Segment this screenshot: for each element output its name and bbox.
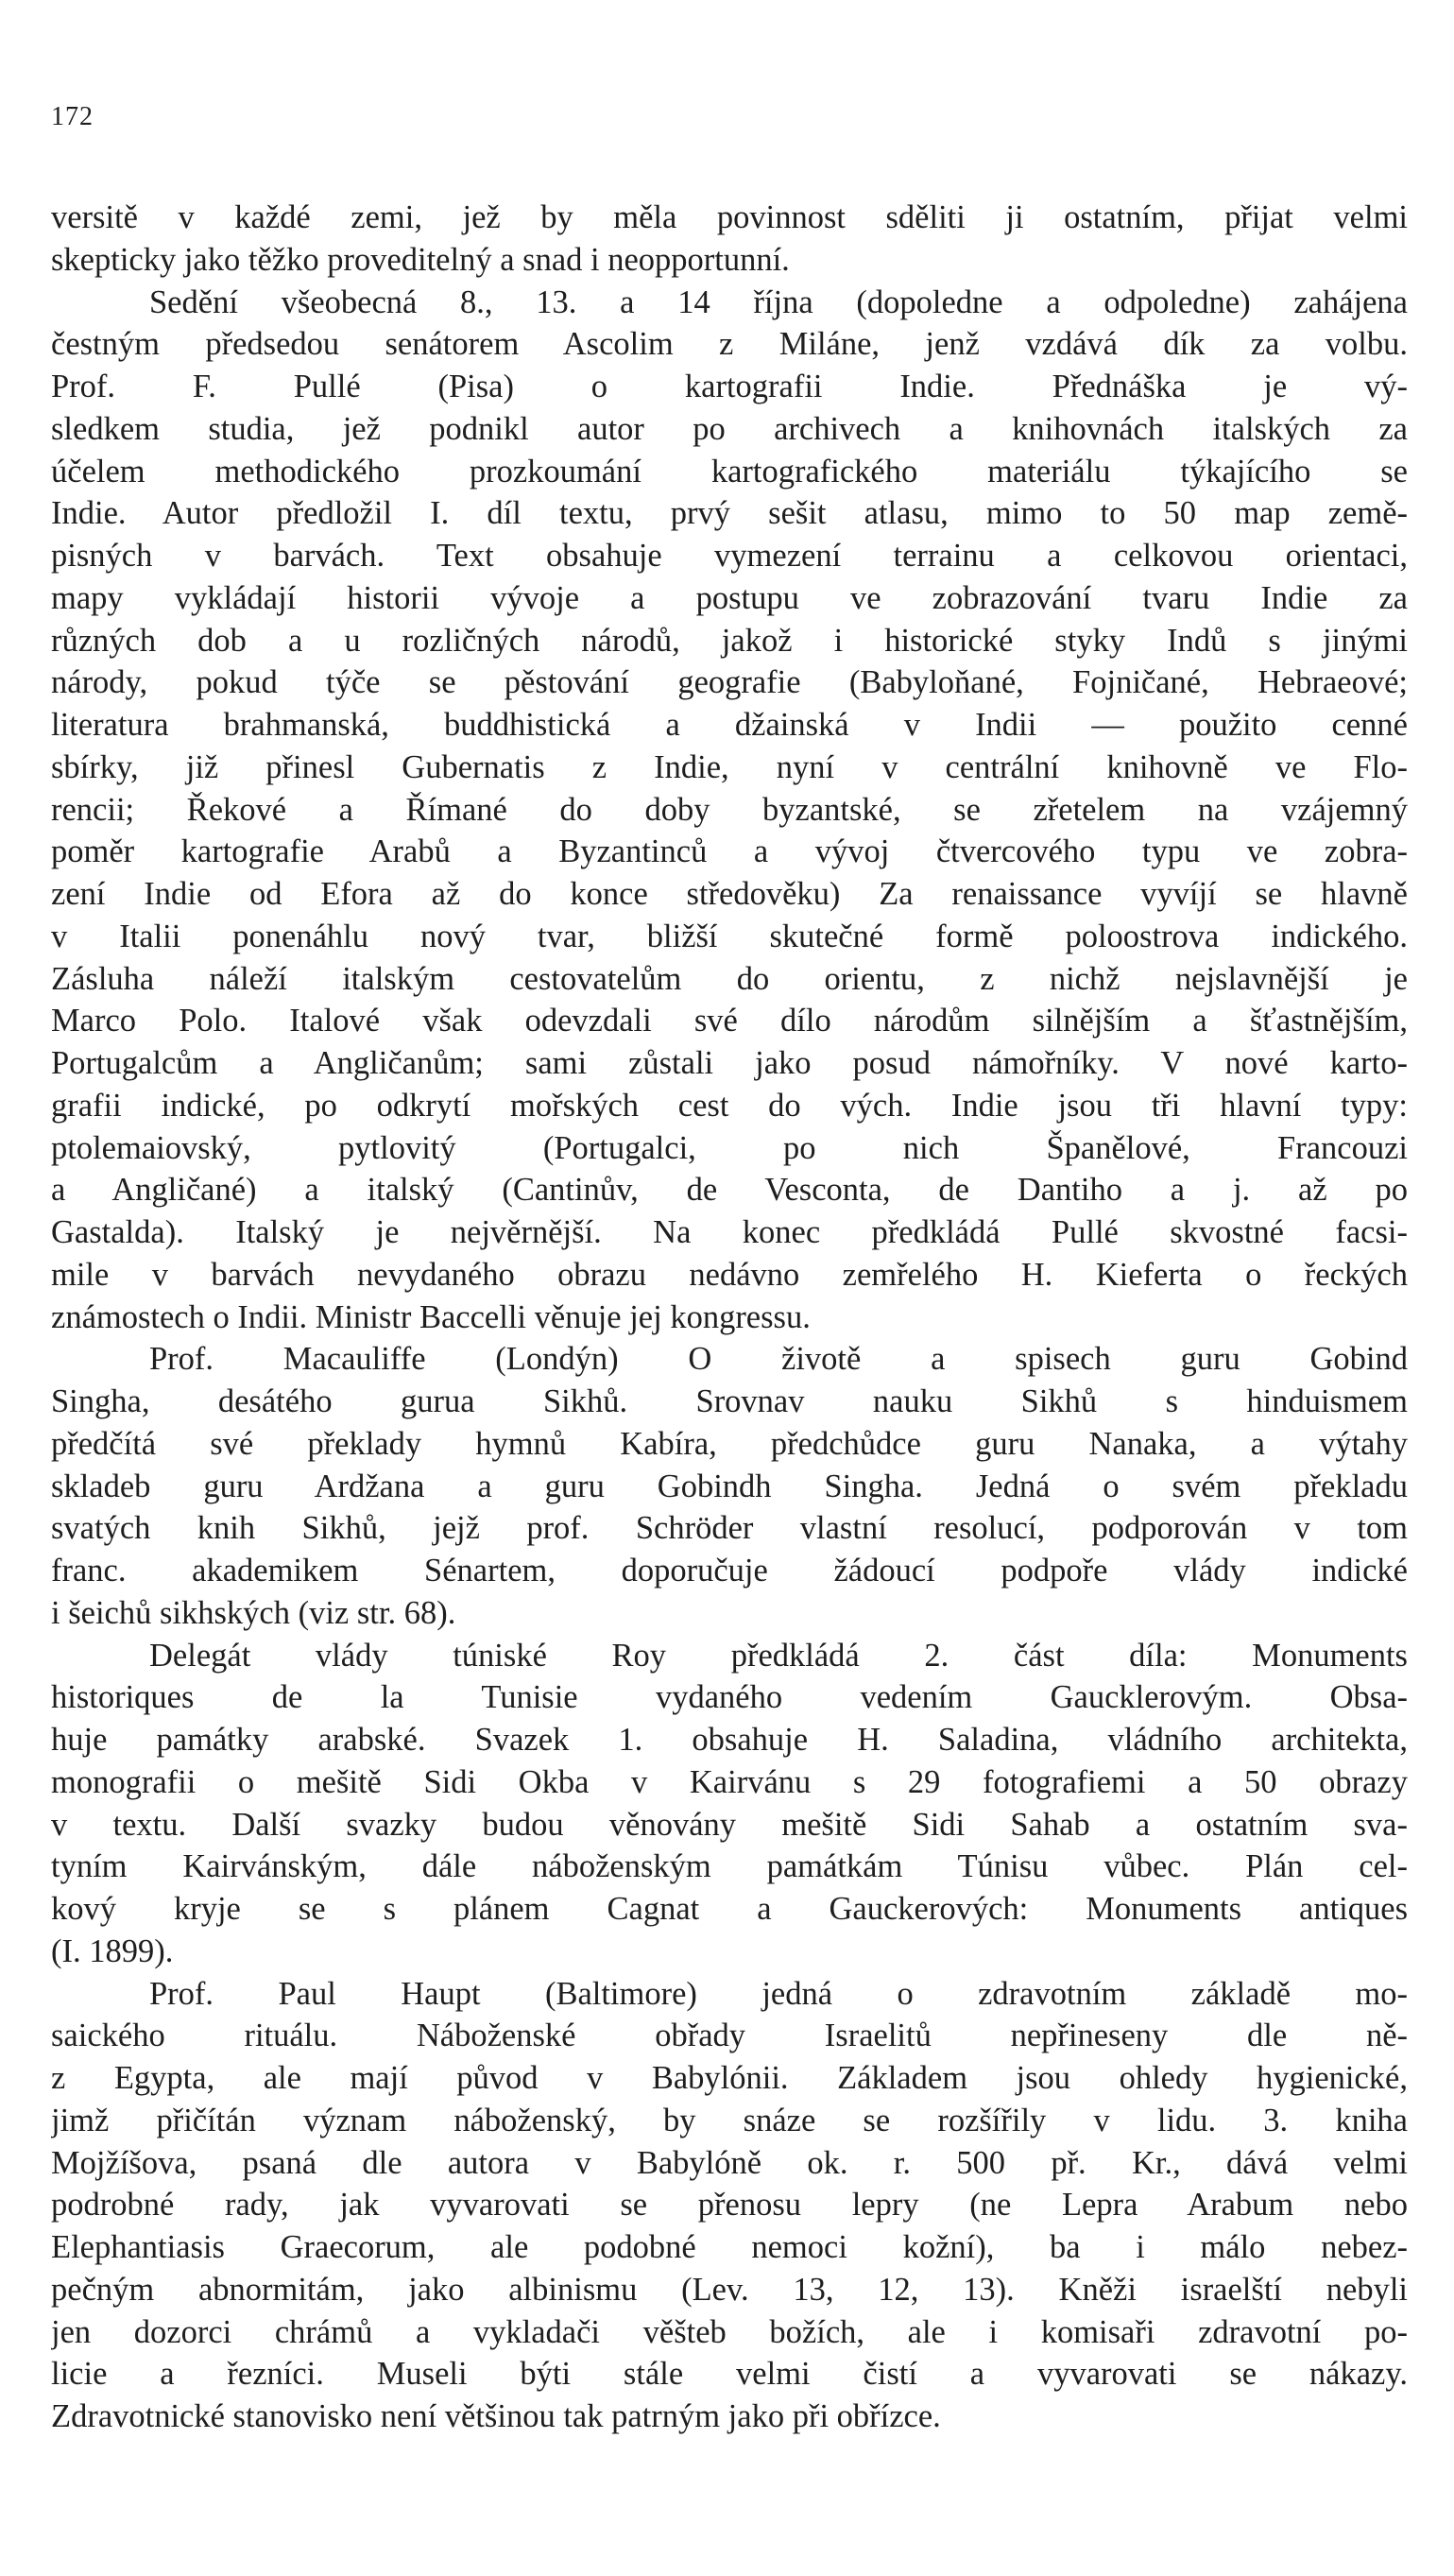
text-line: ptolemaiovský, pytlovitý (Portugalci, po nich Španělové, Francouzi xyxy=(51,1129,1408,1166)
text-line: Portugalcům a Angličanům; sami zůstali jako posud námořníky. V nové karto- xyxy=(51,1045,1408,1081)
text-line: versitě v každé zemi, jež by měla povinnost sděliti ji ostatním, přijat velmi xyxy=(51,199,1408,235)
text-line: Prof. F. Pullé (Pisa) o kartografii Indie. Přednáška je vý- xyxy=(51,369,1408,404)
text-line: v textu. Další svazky budou věnovány mešitě Sidi Sahab a ostatním sva- xyxy=(51,1806,1408,1843)
text-line: Prof. Macauliffe (Londýn) O životě a spisech guru Gobind xyxy=(149,1341,1408,1378)
text-line: Zdravotnické stanovisko není většinou tak patrným jako při obřízce. xyxy=(51,2398,941,2434)
text-line: huje památky arabské. Svazek 1. obsahuje H. Saladina, vládního architekta, xyxy=(51,1722,1408,1758)
text-line: franc. akademikem Sénartem, doporučuje žádoucí podpoře vlády indické xyxy=(51,1553,1408,1589)
text-line: poměr kartografie Arabů a Byzantinců a vývoj čtvercového typu ve zobra- xyxy=(51,833,1408,870)
text-line: Marco Polo. Italové však odevzdali své dílo národům silnějším a šťastnějším, xyxy=(51,1003,1408,1039)
text-line: literatura brahmanská, buddhistická a džainská v Indii — použito cenné xyxy=(51,707,1408,743)
paragraph xyxy=(51,1635,1408,1973)
text-line: čestným předsedou senátorem Ascolim z Miláne, jenž vzdává dík za volbu. xyxy=(51,326,1408,363)
text-line: v Italii ponenáhlu nový tvar, bližší skutečné formě poloostrova indického. xyxy=(51,918,1408,954)
text-line: monografii o mešitě Sidi Okba v Kairvánu s 29 fotografiemi a 50 obrazy xyxy=(51,1763,1408,1800)
text-line: rencii; Řekové a Římané do doby byzantské, se zřetelem na vzájemný xyxy=(51,791,1408,828)
text-line: účelem methodického prozkoumání kartografického materiálu týkajícího se xyxy=(51,453,1408,489)
text-line: Indie. Autor předložil I. díl textu, prvý sešit atlasu, mimo to 50 map země- xyxy=(51,495,1408,532)
text-line: zení Indie od Efora až do konce středověku) Za renaissance vyvíjí se hlavně xyxy=(51,876,1408,912)
text-line: i šeichů sikhských (viz str. 68). xyxy=(51,1594,456,1631)
text-line: různých dob a u rozličných národů, jakož i historické styky Indů s jinými xyxy=(51,622,1408,659)
text-line: saického rituálu. Náboženské obřady Israelitů nepřineseny dle ně- xyxy=(51,2018,1408,2054)
text-line: mapy vykládají historii vývoje a postupu ve zobrazování tvaru Indie za xyxy=(51,579,1408,616)
text-line: a Angličané) a italský (Cantinův, de Vesconta, de Dantiho a j. až po xyxy=(51,1172,1408,1209)
text-line: skepticky jako těžko proveditelný a snad i neopportunní. xyxy=(51,241,790,278)
text-line: historiques de la Tunisie vydaného vedením Gaucklerovým. Obsa- xyxy=(51,1679,1408,1716)
text-line: známostech o Indii. Ministr Baccelli věnuje jej kongressu. xyxy=(51,1298,811,1335)
text-line: pisných v barvách. Text obsahuje vymezení terrainu a celkovou orientaci, xyxy=(51,538,1408,574)
text-line: Singha, desátého gurua Sikhů. Srovnav nauku Sikhů s hinduismem xyxy=(51,1383,1408,1419)
paragraph xyxy=(51,282,1408,1339)
text-line: Elephantiasis Graecorum, ale podobné nemoci kožní), ba i málo nebez- xyxy=(51,2229,1408,2265)
text-line: (I. 1899). xyxy=(51,1932,174,1969)
text-line: licie a řezníci. Museli býti stále velmi čistí a vyvarovati se nákazy. xyxy=(51,2356,1408,2393)
paragraph xyxy=(51,1338,1408,1634)
paragraph xyxy=(51,197,1408,282)
text-line: Prof. Paul Haupt (Baltimore) jedná o zdravotním základě mo- xyxy=(149,1975,1408,2012)
text-line: Zásluha náleží italským cestovatelům do orientu, z nichž nejslavnější je xyxy=(51,960,1408,997)
text-line: mile v barvách nevydaného obrazu nedávno zemřelého H. Kieferta o řeckých xyxy=(51,1256,1408,1293)
text-line: Mojžíšova, psaná dle autora v Babylóně ok. r. 500 př. Kr., dává velmi xyxy=(51,2144,1408,2181)
text-line: Sedění všeobecná 8., 13. a 14 října (dopoledne a odpoledne) zahájena xyxy=(149,283,1408,320)
text-line: skladeb guru Ardžana a guru Gobindh Singha. Jedná o svém překladu xyxy=(51,1468,1408,1504)
text-line: jimž přičítán význam náboženský, by snáze se rozšířily v lidu. 3. kniha xyxy=(51,2102,1408,2138)
text-line: sledkem studia, jež podnikl autor po archivech a knihovnách italských za xyxy=(51,410,1408,447)
text-line: grafii indické, po odkrytí mořských cest do vých. Indie jsou tři hlavní typy: xyxy=(51,1087,1408,1124)
text-line: z Egypta, ale mají původ v Babylónii. Základem jsou ohledy hygienické, xyxy=(51,2060,1408,2096)
text-line: jen dozorci chrámů a vykladači věšteb božích, ale i komisaři zdravotní po- xyxy=(51,2313,1408,2350)
body-text xyxy=(51,197,1408,2438)
text-line: národy, pokud týče se pěstování geografie (Babyloňané, Fojničané, Hebraeové; xyxy=(51,664,1408,701)
page-number: 172 xyxy=(51,102,94,131)
text-line: svatých knih Sikhů, jejž prof. Schröder vlastní resolucí, podporován v tom xyxy=(51,1510,1408,1547)
text-line: podrobné rady, jak vyvarovati se přenosu lepry (ne Lepra Arabum nebo xyxy=(51,2187,1408,2224)
text-line: Delegát vlády túniské Roy předkládá 2. část díla: Monuments xyxy=(149,1637,1408,1674)
text-line: předčítá své překlady hymnů Kabíra, předchůdce guru Nanaka, a výtahy xyxy=(51,1425,1408,1462)
text-line: pečným abnormitám, jako albinismu (Lev. 13, 12, 13). Kněži israelští nebyli xyxy=(51,2271,1408,2308)
text-line: tyním Kairvánským, dále náboženským památkám Túnisu vůbec. Plán cel- xyxy=(51,1848,1408,1885)
text-line: sbírky, již přinesl Gubernatis z Indie, nyní v centrální knihovně ve Flo- xyxy=(51,748,1408,785)
text-line: Gastalda). Italský je nejvěrnější. Na konec předkládá Pullé skvostné facsi- xyxy=(51,1214,1408,1250)
paragraph xyxy=(51,1973,1408,2438)
text-line: kový kryje se s plánem Cagnat a Gauckerových: Monuments antiques xyxy=(51,1891,1408,1927)
